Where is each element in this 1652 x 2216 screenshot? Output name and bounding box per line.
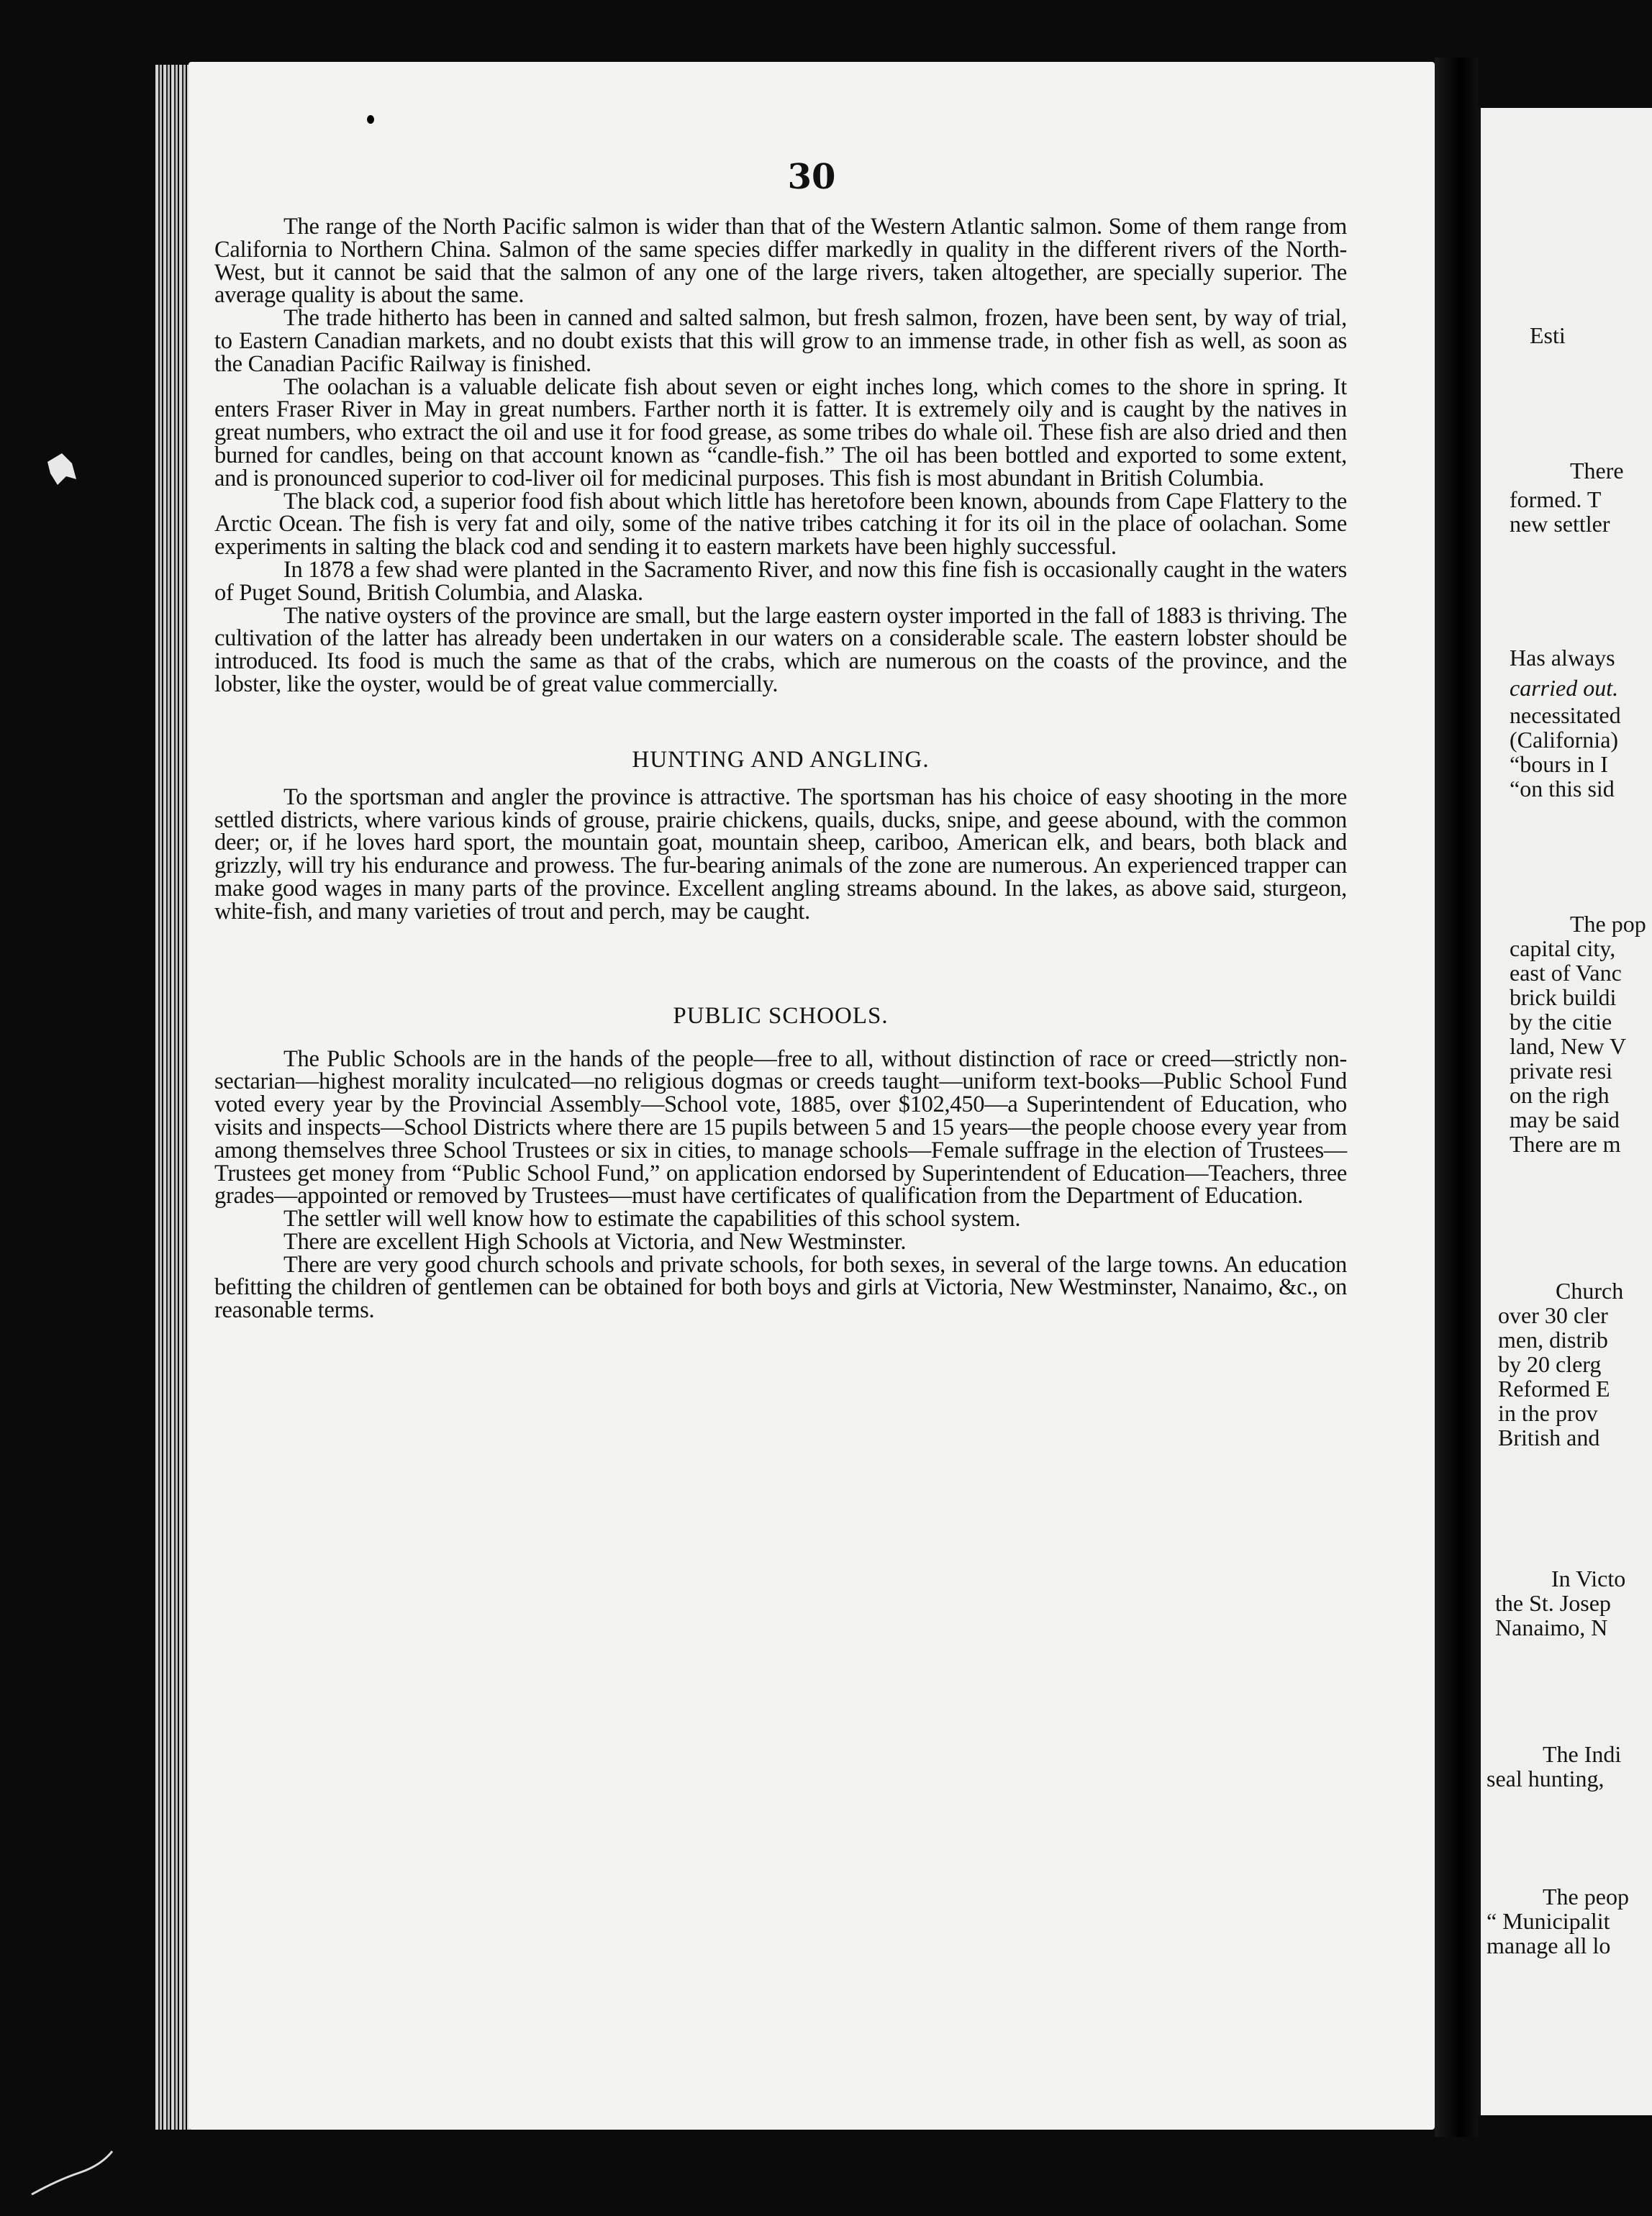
facing-line: over 30 cler <box>1498 1302 1608 1328</box>
facing-line: new settler <box>1510 511 1610 537</box>
paragraph-shad: In 1878 a few shad were planted in the Sacramento River, and now this fine fish is occasionally caught in the waters of Puget Sound, British Columbia, and Alaska. <box>214 556 1347 606</box>
facing-line: men, distrib <box>1498 1327 1608 1353</box>
facing-line: private resi <box>1510 1058 1613 1084</box>
facing-line: east of Vanc <box>1510 960 1622 986</box>
paragraph-oysters: The native oysters of the province are small, but the large eastern oyster imported in the fall of 1883 is thriving. The cultivation of the latter has already been undertaken in our waters on a considerable scale. The eastern lobster should be introduced. Its food is much the same as that of the crabs, which are numerous on the coasts of the province, and the lobster, like the oyster, would be of great value commercially. <box>214 602 1347 697</box>
facing-line: by the citie <box>1510 1009 1612 1035</box>
paragraph-salmon-range: The range of the North Pacific salmon is wider than that of the Western Atlantic salmon. Some of them range from California to Northern China. Salmon of the same species differ markedly in quality in the different rivers of the North-West, but it cannot be said that the salmon of any one of the large rivers, taken altogether, are specially superior. The average quality is about the same. <box>214 214 1347 309</box>
facing-line: “ Municipalit <box>1487 1908 1610 1934</box>
facing-line: Church <box>1556 1278 1624 1304</box>
paragraph-black-cod: The black cod, a superior food fish about which little has heretofore been known, abounds from Cape Flattery to the Arctic Ocean. The fish is very fat and oily, some of the native tribes catching it for its oil in the place of oolachan. Some experiments in salting the black cod and sending it to eastern markets have been highly successful. <box>214 488 1347 560</box>
facing-line: in the prov <box>1498 1400 1598 1426</box>
facing-line: Esti <box>1530 322 1566 348</box>
facing-line: capital city, <box>1510 935 1616 961</box>
facing-line: the St. Josep <box>1495 1590 1611 1616</box>
scan-artifact-speck <box>40 448 83 491</box>
page-body <box>214 216 1347 1322</box>
facing-line: Reformed E <box>1498 1376 1610 1402</box>
facing-line: land, New V <box>1510 1033 1627 1059</box>
paragraph-hunting: To the sportsman and angler the province is attractive. The sportsman has his choice of easy shooting in the more settled districts, where various kinds of grouse, prairie chickens, quails, ducks, snipe, and geese abound, with the common deer; or, if he loves hard sport, the mountain goat, mountain sheep, cariboo, American elk, and bears, both black and grizzly, will try his endurance and prowess. The fur-bearing animals of the zone are numerous. An experienced trapper can make good wages in many parts of the province. Excellent angling streams abound. In the lakes, as above said, sturgeon, white-fish, and many varieties of trout and perch, may be caught. <box>214 784 1347 925</box>
facing-line: by 20 clerg <box>1498 1351 1602 1377</box>
heading-hunting-angling: HUNTING AND ANGLING. <box>632 746 930 773</box>
facing-line: Nanaimo, N <box>1495 1615 1608 1640</box>
facing-line: on the righ <box>1510 1082 1610 1108</box>
heading-public-schools: PUBLIC SCHOOLS. <box>673 1002 889 1029</box>
facing-line: “bours in I <box>1510 751 1608 777</box>
facing-line: manage all lo <box>1487 1933 1611 1958</box>
facing-line: There are m <box>1510 1131 1621 1157</box>
facing-line: The peop <box>1543 1884 1629 1910</box>
paragraph-oolachan: The oolachan is a valuable delicate fish about seven or eight inches long, which comes to the shore in spring. It enters Fraser River in May in great numbers. Farther north it is fatter. It is extremely oily and is caught by the natives in great numbers, who extract the oil and use it for food grease, as some tribes do whale oil. These fish are also dried and then burned for candles, being on that account known as “candle-fish.” The oil has been bottled and exported to some extent, and is pronounced superior to cod-liver oil for medicinal purposes. This fish is most abundant in British Columbia. <box>214 373 1347 491</box>
book-gutter <box>1435 58 1478 2137</box>
facing-line: (California) <box>1510 727 1619 753</box>
facing-line: formed. T <box>1510 486 1602 512</box>
paragraph-schools-system: The Public Schools are in the hands of the people—free to all, without distinction of race or creed—strictly non-sectarian—highest morality inculcated—no religious dogmas or creeds taught—uniform text-books—Public School Fund voted every year by the Provincial Assembly—School vote, 1885, over $102,450—a Superintendent of Education, who visits and inspects—School Districts where there are 15 pupils between 5 and 15 years—the people choose every year from among themselves three School Trustees or six in cities, to manage schools—Female suffrage in the election of Trustees—Trustees get money from “Public School Fund,” on application endorsed by Superintendent of Education—Teachers, three grades—appointed or removed by Trustees—must have certificates of qualification from the Department of Education. <box>214 1045 1347 1209</box>
facing-line: carried out. <box>1510 675 1619 701</box>
facing-line: The Indi <box>1543 1741 1622 1767</box>
facing-line: The pop <box>1570 911 1646 937</box>
page-number: 30 <box>787 157 836 197</box>
paragraph-high-schools: There are excellent High Schools at Victoria, and New Westminster. <box>283 1228 907 1255</box>
facing-line: may be said <box>1510 1107 1620 1132</box>
facing-line: brick buildi <box>1510 984 1617 1010</box>
facing-line: In Victo <box>1551 1566 1626 1591</box>
paragraph-private-schools: There are very good church schools and private schools, for both sexes, in several of the large towns. An education befitting the children of gentlemen can be obtained for both boys and girls at Victoria, New Westminster, Nanaimo, &c., on reasonable terms. <box>214 1251 1347 1324</box>
facing-line: necessitated <box>1510 702 1621 728</box>
facing-line: seal hunting, <box>1487 1766 1605 1792</box>
facing-line: There <box>1570 458 1624 483</box>
facing-line: Has always <box>1510 645 1615 671</box>
facing-line: British and <box>1498 1425 1600 1450</box>
scan-artifact-fiber <box>29 2144 115 2202</box>
paragraph-salmon-trade: The trade hitherto has been in canned and salted salmon, but fresh salmon, frozen, have been sent, by way of trial, to Eastern Canadian markets, and no doubt exists that this will grow to an immense trade, in other fish as well, as soon as the Canadian Pacific Railway is finished. <box>214 305 1347 377</box>
facing-page-text <box>1485 0 1652 2216</box>
facing-line: “on this sid <box>1510 776 1615 802</box>
ink-dot <box>367 115 374 124</box>
paragraph-schools-settler: The settler will well know how to estimate the capabilities of this school system. <box>283 1206 1021 1232</box>
